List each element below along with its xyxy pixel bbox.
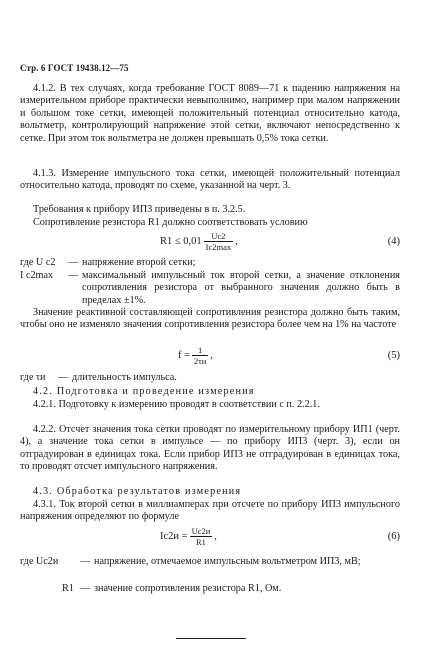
formula-6-denominator: R1	[195, 537, 206, 547]
definition-body: длительность импульса.	[72, 372, 177, 383]
definition-dash: —	[68, 270, 79, 281]
definition-term: I c2max	[20, 270, 54, 281]
definition-term: где U c2	[20, 257, 56, 268]
paragraph-4-1-2: 4.1.2. В тех случаях, когда требование ГОСТ 8089—71 к падению напряжения на измерительном приборе практически невыполнимо, например при малом напряжении и большом токе сетки, имеющей положительный потенциал относительно катода, вольтметр, контролирующий напряжение этой сетки, включают непосредственно к сетке. При этом ток вольтметра не должен превышать 0,5% тока сетки.	[20, 83, 400, 144]
definition-body: максимальный импульсный ток второй сетки, а значение отклонения сопротивления резистора от выбранного значения должно быть в пределах ±1%.	[82, 270, 400, 306]
formula-6-tail: ,	[214, 530, 217, 542]
definition-dash: —	[58, 372, 69, 383]
definition-uc2i	[0, 556, 422, 584]
formula-4-numerator: Uc2	[204, 231, 234, 242]
formula-5-numerator: 1	[192, 345, 208, 356]
formula-4-tail: ,	[235, 235, 238, 247]
formula-5	[178, 345, 213, 366]
formula-4	[160, 231, 238, 252]
formula-5-lhs: f =	[178, 349, 191, 361]
end-rule	[176, 638, 246, 639]
paragraph-requirements: Требования к прибору ИП3 приведены в п. 3.2.5.	[33, 204, 246, 215]
formula-6-fraction	[190, 526, 213, 547]
equation-number-6: (6)	[387, 531, 400, 542]
definition-tau	[0, 372, 422, 386]
equation-number-5: (5)	[387, 350, 400, 361]
definition-r1	[0, 583, 422, 597]
formula-6-numerator: Uc2и	[191, 526, 211, 536]
equation-number-4: (4)	[387, 236, 400, 247]
definition-body: напряжение, отмечаемое импульсным вольтметром ИП3, мВ;	[94, 556, 361, 567]
paragraph-4-2-2: 4.2.2. Отсчет значения тока сетки проводят по измерительному прибору ИП1 (черт. 4), а значение тока сетки в импульсе — по прибору ИП3 (черт. 3), если он отградуирован в единицах тока. Если прибор ИП3 не отградуирован в единицах тока, то проводят отсчет импульсного напряжения.	[20, 424, 400, 473]
paragraph-4-3-1: 4.3.1. Ток второй сетки в миллиамперах при отсчете по прибору ИП3 импульсного напряжения определяют по формуле	[20, 499, 400, 523]
formula-4-lhs: R1 ≤ 0,01	[160, 235, 202, 247]
definition-ic2max	[0, 270, 422, 310]
definition-body: значение сопротивления резистора R1, Ом.	[94, 583, 282, 594]
definition-dash: —	[80, 556, 91, 567]
definition-dash: —	[68, 257, 79, 268]
paragraph-resistor: Сопротивление резистора R1 должно соответствовать условию	[33, 217, 308, 228]
formula-4-denominator: Ic2max	[205, 242, 232, 252]
definition-term: R1	[62, 583, 74, 594]
formula-6	[160, 526, 217, 547]
paragraph-4-2-1: 4.2.1. Подготовку к измерению проводят в соответствии с п. 2.2.1.	[33, 399, 320, 410]
paragraph-reactive: Значение реактивной составляющей сопротивления резистора должно быть таким, чтобы оно не изменяло значения сопротивления резистора более чем на 1% на частоте	[20, 307, 400, 331]
definition-term: где τи	[20, 372, 46, 383]
formula-5-denominator: 2τи	[194, 356, 207, 366]
definition-uc2	[0, 257, 422, 271]
section-heading-4-2: 4.2. Подготовка и проведение измерения	[33, 386, 255, 397]
formula-5-fraction	[192, 345, 208, 366]
definition-term: где Uc2и	[20, 556, 59, 567]
formula-5-tail: ,	[210, 349, 213, 361]
formula-4-fraction	[204, 231, 234, 252]
definition-dash: —	[80, 583, 91, 594]
definition-body: напряжение второй сетки;	[82, 257, 196, 268]
paragraph-4-1-3: 4.1.3. Измерение импульсного тока сетки, имеющей положительный потенциал относительно катода, проводят по схеме, указанной на черт. 3.	[20, 168, 400, 192]
formula-6-lhs: Ic2и =	[160, 530, 188, 542]
page-header: Стр. 6 ГОСТ 19438.12—75	[20, 63, 129, 73]
section-heading-4-3: 4.3. Обработка результатов измерения	[33, 486, 242, 497]
